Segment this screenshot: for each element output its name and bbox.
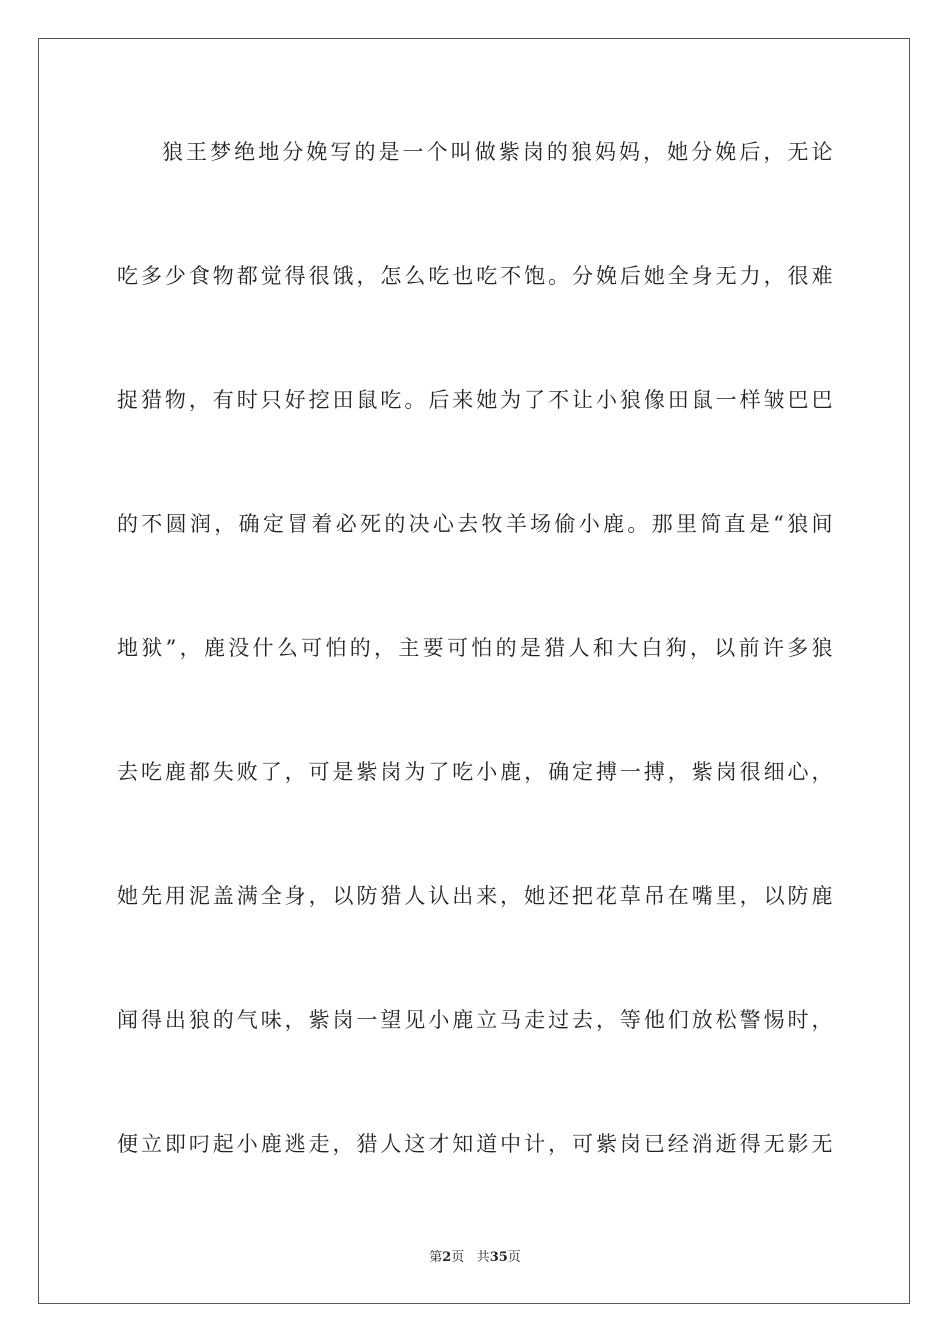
page-suffix: 页 (451, 1250, 465, 1265)
text-line-3: 捉猎物，有时只好挖田鼠吃。后来她为了不让小狼像田鼠一样皱巴巴 (117, 388, 833, 412)
page-footer (0, 1246, 950, 1265)
total-suffix: 页 (507, 1250, 521, 1265)
text-line-9: 便立即叼起小鹿逃走，猎人这才知道中计，可紫岗已经消逝得无影无 (117, 1132, 833, 1156)
page-prefix: 第 (429, 1250, 443, 1265)
text-line-7: 她先用泥盖满全身，以防猎人认出来，她还把花草吊在嘴里，以防鹿 (117, 884, 833, 908)
page-number: 2 (442, 1250, 452, 1265)
document-body (117, 122, 833, 1238)
text-line-1: 狼王梦绝地分娩写的是一个叫做紫岗的狼妈妈，她分娩后，无论 (162, 140, 833, 164)
text-line-4: 的不圆润，确定冒着必死的决心去牧羊场偷小鹿。那里简直是“狼间 (117, 512, 833, 536)
text-line-2: 吃多少食物都觉得很饿，怎么吃也吃不饱。分娩后她全身无力，很难 (117, 264, 833, 288)
total-pages: 35 (489, 1250, 508, 1265)
text-line-8: 闻得出狼的气味，紫岗一望见小鹿立马走过去，等他们放松警惕时， (117, 1008, 833, 1032)
text-line-5: 地狱”，鹿没什么可怕的，主要可怕的是猎人和大白狗，以前许多狼 (117, 636, 833, 660)
text-line-6: 去吃鹿都失败了，可是紫岗为了吃小鹿，确定搏一搏，紫岗很细心， (117, 760, 833, 784)
total-prefix: 共 (476, 1250, 490, 1265)
